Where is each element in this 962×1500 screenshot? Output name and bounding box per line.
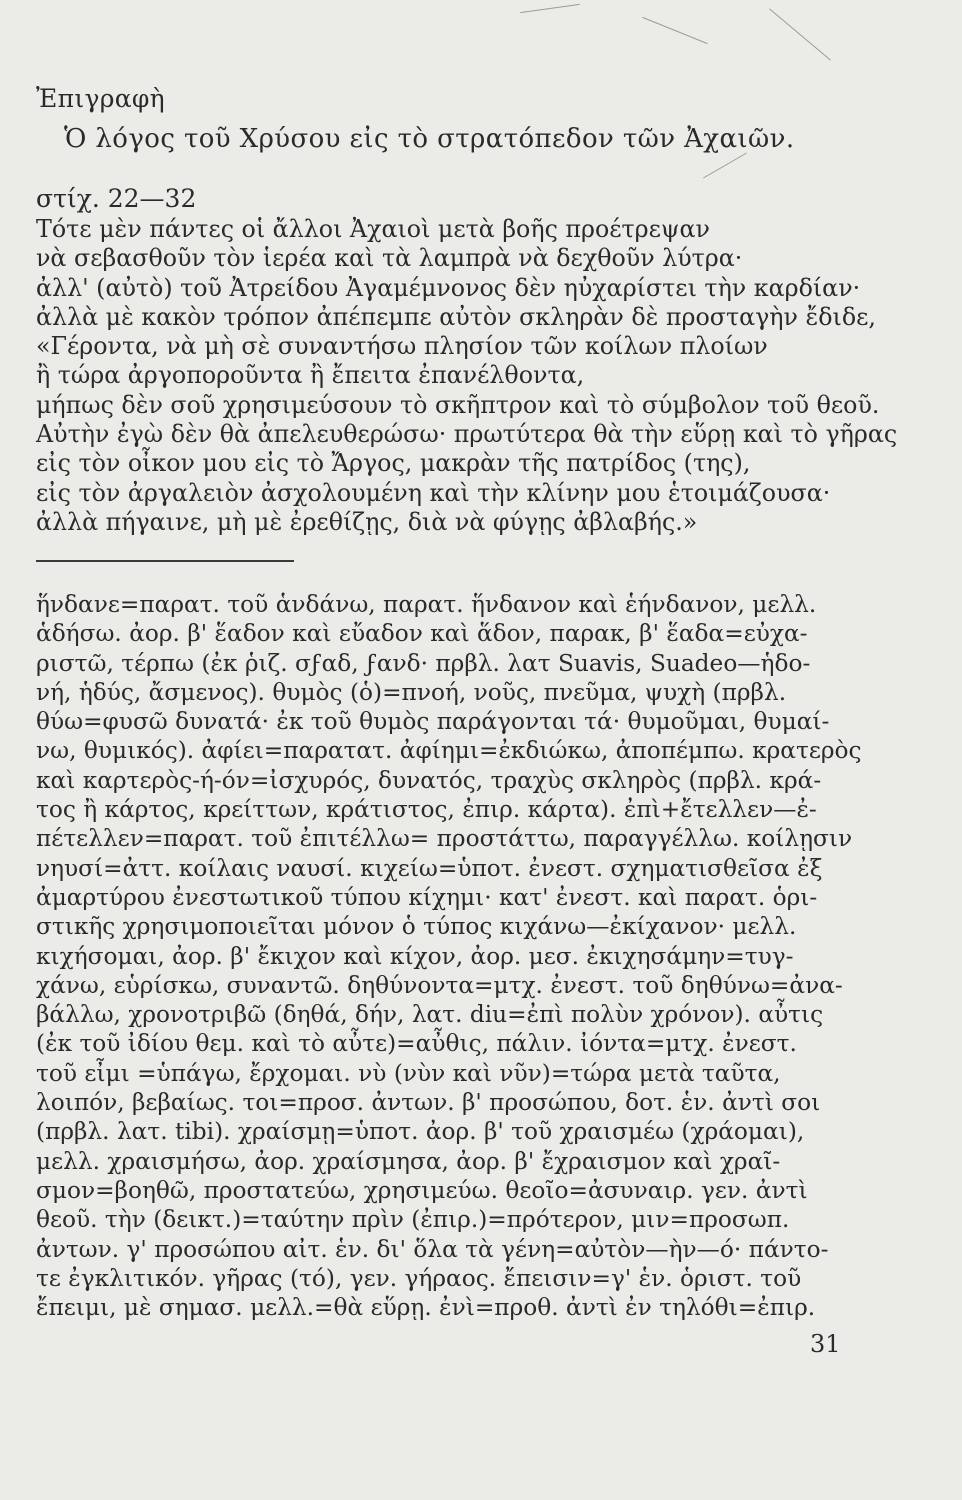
note-line: (πρβλ. λατ. tibi). χραίσμῃ=ὑποτ. ἀορ. β' τοῦ χραισμέω (χράομαι), xyxy=(36,1117,805,1146)
note-line: μελλ. χραισμήσω, ἀορ. χραίσμησα, ἀορ. β' ἔχραισμον καὶ χραῖ- xyxy=(36,1146,781,1175)
note-line: τε ἐγκλιτικόν. γῆρας (τό), γεν. γήραος. ἔπεισιν=γ' ἑν. ὁριστ. τοῦ xyxy=(36,1263,802,1292)
note-line: χάνω, εὑρίσκω, συναντῶ. δηθύνοντα=μτχ. ἐνεστ. τοῦ δηθύνω=ἀνα- xyxy=(36,970,843,999)
poem-line: Αὐτὴν ἐγὼ δὲν θὰ ἀπελευθερώσω· πρωτύτερα θὰ τὴν εὕρῃ καὶ τὸ γῆρας xyxy=(36,420,898,449)
note-line: καὶ καρτερὸς-ή-όν=ἰσχυρός, δυνατός, τραχὺς σκληρὸς (πρβλ. κρά- xyxy=(36,765,822,794)
note-line: τος ἢ κάρτος, κρείττων, κράτιστος, ἐπιρ. κάρτα). ἐπὶ+ἔτελλεν—ἐ- xyxy=(36,795,817,824)
poem-line: εἰς τὸν ἀργαλειὸν ἀσχολουμένη καὶ τὴν κλίνην μου ἑτοιμάζουσα· xyxy=(36,478,831,507)
poem-line: εἰς τὸν οἶκον μου εἰς τὸ Ἄργος, μακρὰν τῆς πατρίδος (της), xyxy=(36,449,751,478)
note-line: νή, ἡδύς, ἄσμενος). θυμὸς (ὁ)=πνοή, νοῦς, πνεῦμα, ψυχὴ (πρβλ. xyxy=(36,677,787,706)
note-line: στικῆς χρησιμοποιεῖται μόνον ὁ τύπος κιχάνω—ἐκίχανον· μελλ. xyxy=(36,912,797,941)
note-line: κιχήσομαι, ἀορ. β' ἔκιχον καὶ κίχον, ἀορ. μεσ. ἐκιχησάμην=τυγ- xyxy=(36,941,794,970)
note-line: ἥνδανε=παρατ. τοῦ ἁνδάνω, παρατ. ἥνδανον καὶ ἑήνδανον, μελλ. xyxy=(36,590,817,618)
paper-mark xyxy=(769,8,831,60)
heading: Ἐπιγραφὴ xyxy=(36,84,165,113)
poem-line: ἢ τώρα ἀργοποροῦντα ἢ ἔπειτα ἐπανέλθοντα, xyxy=(36,361,585,390)
note-line: πέτελλεν=παρατ. τοῦ ἐπιτέλλω= προστάττω, παραγγέλλω. κοίλῃσιν xyxy=(36,824,853,853)
glossary-notes xyxy=(36,590,936,1322)
page-number: 31 xyxy=(810,1330,841,1358)
poem-translation xyxy=(36,215,936,537)
note-line: ἔπειμι, μὲ σημασ. μελλ.=θὰ εὕρῃ. ἐνὶ=προθ. ἀντὶ ἐν τηλόθι=ἐπιρ. xyxy=(36,1293,816,1322)
section-divider xyxy=(36,560,294,562)
poem-line: «Γέροντα, νὰ μὴ σὲ συναντήσω πλησίον τῶν κοίλων πλοίων xyxy=(36,332,768,361)
poem-line: ἀλλ' (αὐτὸ) τοῦ Ἀτρείδου Ἀγαμέμνονος δὲν ηὐχαρίστει τὴν καρδίαν· xyxy=(36,273,861,302)
poem-line: Τότε μὲν πάντες οἱ ἄλλοι Ἀχαιοὶ μετὰ βοῆς προέτρεψαν xyxy=(36,215,710,243)
paper-mark xyxy=(703,153,747,179)
note-line: τοῦ εἶμι =ὑπάγω, ἔρχομαι. νὺ (νὺν καὶ νῦν)=τώρα μετὰ ταῦτα, xyxy=(36,1058,781,1087)
note-line: βάλλω, χρονοτριβῶ (δηθά, δήν, λατ. diu=ἐπὶ πολὺν χρόνον). αὖτις xyxy=(36,1000,824,1029)
poem-line: ἀλλὰ μὲ κακὸν τρόπον ἀπέπεμπε αὐτὸν σκληρὰν δὲ προσταγὴν ἔδιδε, xyxy=(36,302,876,331)
note-line: σμον=βοηθῶ, προστατεύω, χρησιμεύω. θεοῖο=ἀσυναιρ. γεν. ἀντὶ xyxy=(36,1175,808,1204)
verse-reference: στίχ. 22—32 xyxy=(36,184,197,213)
poem-line: νὰ σεβασθοῦν τὸν ἱερέα καὶ τὰ λαμπρὰ νὰ δεχθοῦν λύτρα· xyxy=(36,244,743,273)
note-line: (ἐκ τοῦ ἰδίου θεμ. καὶ τὸ αὖτε)=αὖθις, πάλιν. ἰόντα=μτχ. ἐνεστ. xyxy=(36,1029,797,1058)
note-line: λοιπόν, βεβαίως. τοι=προσ. ἀντων. β' προσώπου, δοτ. ἑν. ἀντὶ σοι xyxy=(36,1088,821,1117)
paper-mark xyxy=(642,17,707,44)
note-line: ριστῶ, τέρπω (ἐκ ῥιζ. σϝαδ, ϝανδ· πρβλ. λατ Suavis, Suadeo—ἡδο- xyxy=(36,648,811,677)
note-line: νηυσί=ἀττ. κοίλαις ναυσί. κιχείω=ὑποτ. ἐνεστ. σχηματισθεῖσα ἐξ xyxy=(36,853,823,882)
subtitle: Ὁ λόγος τοῦ Χρύσου εἰς τὸ στρατόπεδον τῶν Ἀχαιῶν. xyxy=(64,124,795,154)
note-line: ἀμαρτύρου ἐνεστωτικοῦ τύπου κίχημι· κατ' ἐνεστ. καὶ παρατ. ὁρι- xyxy=(36,882,818,911)
paper-mark xyxy=(520,4,580,13)
note-line: ἀντων. γ' προσώπου αἰτ. ἑν. δι' ὅλα τὰ γένη=αὐτὸν—ὴν—ό· πάντο- xyxy=(36,1234,829,1263)
poem-line: μήπως δὲν σοῦ χρησιμεύσουν τὸ σκῆπτρον καὶ τὸ σύμβολον τοῦ θεοῦ. xyxy=(36,390,880,419)
note-line: θεοῦ. τὴν (δεικτ.)=ταύτην πρὶν (ἐπιρ.)=πρότερον, μιν=προσωπ. xyxy=(36,1205,790,1234)
note-line: ἁδήσω. ἀορ. β' ἕαδον καὶ εὔαδον καὶ ἅδον, παρακ, β' ἕαδα=εὐχα- xyxy=(36,619,808,648)
note-line: θύω=φυσῶ δυνατά· ἐκ τοῦ θυμὸς παράγονται τά· θυμοῦμαι, θυμαί- xyxy=(36,707,830,736)
note-line: νω, θυμικός). ἀφίει=παρατατ. ἀφίημι=ἐκδιώκω, ἀποπέμπω. κρατερὸς xyxy=(36,736,862,765)
poem-line: ἀλλὰ πήγαινε, μὴ μὲ ἐρεθίζῃς, διὰ νὰ φύγῃς ἀβλαβής.» xyxy=(36,507,698,536)
